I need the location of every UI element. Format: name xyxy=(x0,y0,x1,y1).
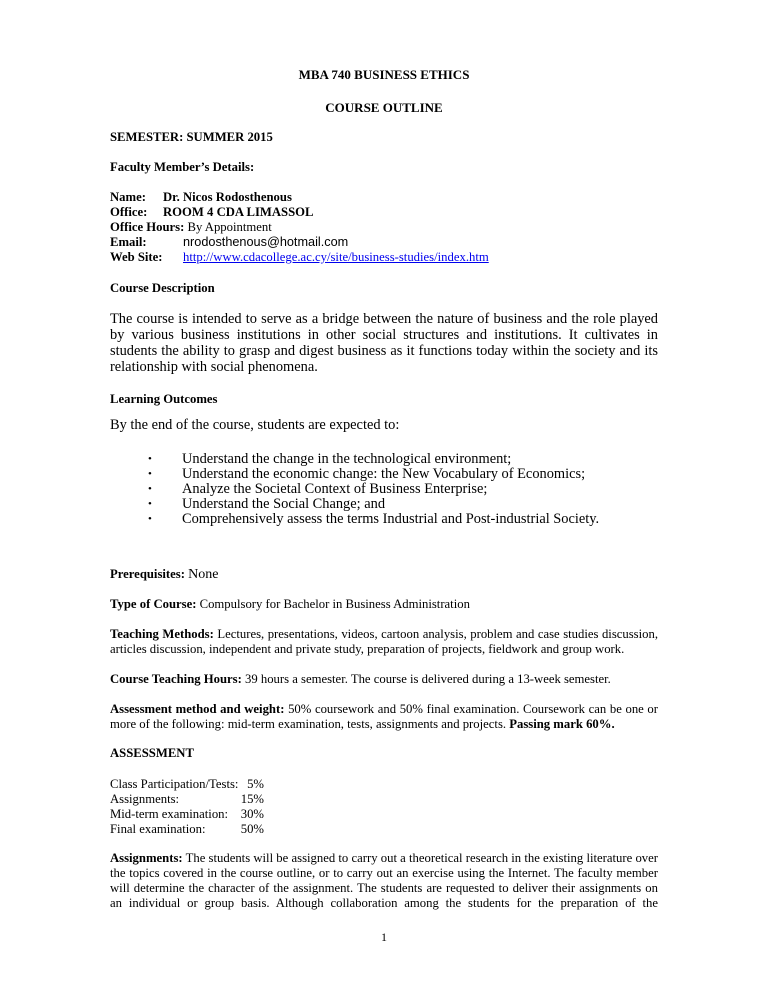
assessment-table xyxy=(110,777,264,837)
faculty-details xyxy=(110,190,658,265)
type-label: Type of Course: xyxy=(110,597,197,611)
assignments-paragraph xyxy=(110,851,658,911)
assignments-text: The students will be assigned to carry out a theoretical research in the existing literature over the topics covered in the course outline, or to carry out an exercise using the Internet. The faculty member will determine the character of the assignment. The students are requested to deliver their assignments on an individual or group basis. Although collaboration among the students for the preparation of the xyxy=(110,851,658,910)
outcomes-heading: Learning Outcomes xyxy=(110,392,218,406)
faculty-heading: Faculty Member’s Details: xyxy=(110,160,255,174)
course-type xyxy=(110,597,658,612)
faculty-office: ROOM 4 CDA LIMASSOL xyxy=(163,205,314,219)
table-row xyxy=(110,777,264,792)
faculty-email[interactable]: nrodosthenous@hotmail.com xyxy=(183,235,349,249)
type-value: Compulsory for Bachelor in Business Administration xyxy=(199,597,470,611)
assessment-weight: 50% xyxy=(240,822,264,836)
outcome-item: • Understand the Social Change; and xyxy=(148,497,668,512)
assignments-label: Assignments: xyxy=(110,851,183,865)
table-row xyxy=(110,792,264,807)
assessment-method xyxy=(110,702,658,732)
outcome-item: • Analyze the Societal Context of Business Enterprise; xyxy=(148,482,668,497)
description-text: The course is intended to serve as a bridge between the nature of business and the role played by various business institutions in other social structures and institutions. It cultivates in students the ability to grasp and digest business as it functions today within the society and its relationship with social phenomena. xyxy=(110,311,658,375)
hours-label: Office Hours: xyxy=(110,220,185,234)
document-title: MBA 740 BUSINESS ETHICS xyxy=(298,67,470,82)
assess-method-label: Assessment method and weight: xyxy=(110,702,285,716)
assess-method-value: 50% coursework and 50% final examination. Coursework can be one or more of the following: mid-term examination, tests, assignments and projects. xyxy=(110,702,658,731)
teaching-hours xyxy=(110,672,658,687)
assessment-weight: 5% xyxy=(247,777,264,791)
table-row xyxy=(110,807,264,822)
hours-label: Course Teaching Hours: xyxy=(110,672,242,686)
email-label: Email: xyxy=(110,235,147,249)
page-number: 1 xyxy=(381,930,387,944)
assessment-item: Class Participation/Tests: xyxy=(110,777,239,791)
prereq-value: None xyxy=(188,567,219,582)
name-label: Name: xyxy=(110,190,146,204)
web-label: Web Site: xyxy=(110,250,163,264)
outcome-item: • Comprehensively assess the terms Industrial and Post-industrial Society. xyxy=(148,512,668,527)
methods-label: Teaching Methods: xyxy=(110,627,214,641)
prereq-label: Prerequisites: xyxy=(110,567,185,581)
description-heading: Course Description xyxy=(110,281,215,295)
teaching-methods xyxy=(110,627,658,657)
faculty-hours: By Appointment xyxy=(187,220,272,234)
document-subtitle: COURSE OUTLINE xyxy=(325,100,443,115)
assessment-weight: 15% xyxy=(240,792,264,806)
hours-value: 39 hours a semester. The course is delivered during a 13-week semester. xyxy=(245,672,611,686)
assessment-item: Assignments: xyxy=(110,792,180,806)
table-row xyxy=(110,822,264,837)
assessment-item: Final examination: xyxy=(110,822,206,836)
outcome-item: • Understand the change in the technological environment; xyxy=(148,452,668,467)
outcomes-list xyxy=(148,452,668,527)
outcome-item: • Understand the economic change: the New Vocabulary of Economics; xyxy=(148,467,668,482)
assessment-weight: 30% xyxy=(240,807,264,821)
faculty-website-link[interactable]: http://www.cdacollege.ac.cy/site/business-studies/index.htm xyxy=(183,250,489,264)
prerequisites xyxy=(110,567,658,582)
methods-value: Lectures, presentations, videos, cartoon analysis, problem and case studies discussion, articles discussion, independent and private study, preparation of projects, fieldwork and group work. xyxy=(110,627,658,656)
assessment-item: Mid-term examination: xyxy=(110,807,229,821)
assessment-heading: ASSESSMENT xyxy=(110,746,194,760)
semester: SEMESTER: SUMMER 2015 xyxy=(110,130,273,144)
outcomes-intro: By the end of the course, students are expected to: xyxy=(110,417,400,433)
office-label: Office: xyxy=(110,205,148,219)
faculty-name: Dr. Nicos Rodosthenous xyxy=(163,190,292,204)
passing-mark: Passing mark 60%. xyxy=(509,717,615,731)
